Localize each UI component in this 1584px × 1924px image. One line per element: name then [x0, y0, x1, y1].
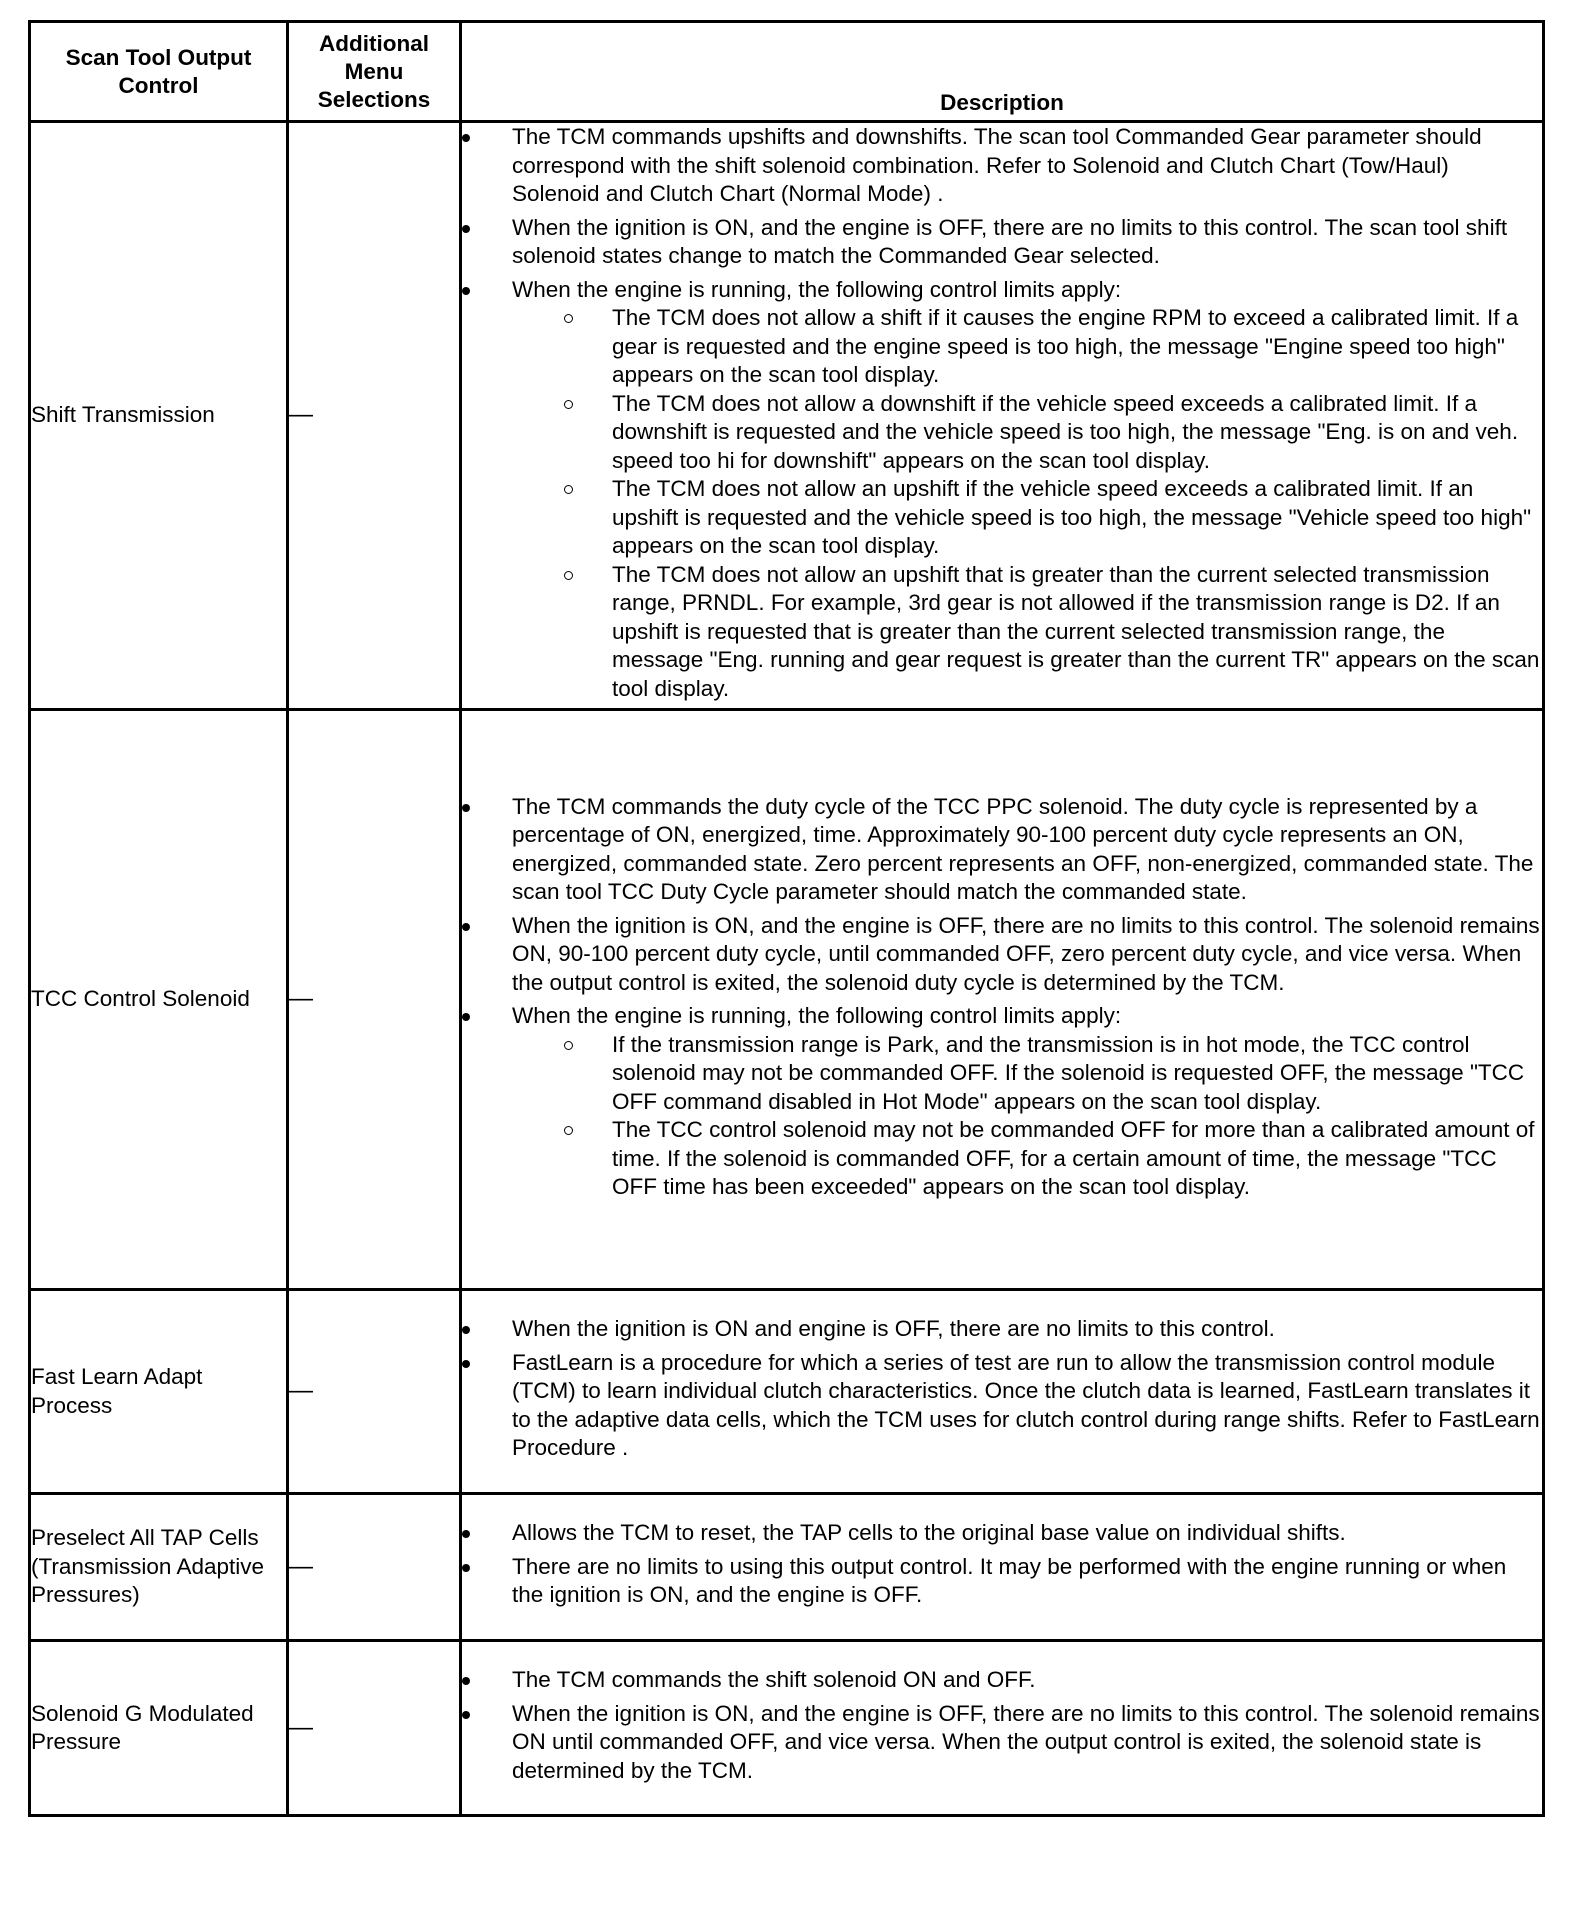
sub-bullet-circle-icon — [564, 400, 573, 409]
bullet-text: FastLearn is a procedure for which a series of test are run to allow the transmission control module (TCM) to learn individual clutch characteristics. Once the clutch data is learned, FastLearn translates it to the adaptive data cells, which the TCM uses for clutch control during range shifts. Refer to FastLearn Procedure . — [512, 1349, 1540, 1461]
description-bullet-list — [462, 1315, 1542, 1463]
bullet-dot-icon — [462, 923, 470, 931]
bullet-dot-icon — [462, 134, 470, 142]
bullet-dot-icon — [462, 1564, 470, 1572]
bullet-text: When the ignition is ON, and the engine is OFF, there are no limits to this control. The solenoid remains ON, 90-100 percent duty cycle, until commanded OFF, zero percent duty cycle, and vice versa. When the output control is exited, the solenoid duty cycle is determined by the TCM. — [512, 912, 1540, 995]
sub-bullet — [512, 304, 1542, 390]
description-cell — [461, 122, 1544, 710]
description-bullet — [462, 1666, 1542, 1695]
bullet-text: The TCM commands the duty cycle of the TCC PPC solenoid. The duty cycle is represented by a percentage of ON, energized, time. Approximately 90-100 percent duty cycle represents an ON, energized, commanded state. Zero percent represents an OFF, non-energized, commanded state. The scan tool TCC Duty Cycle parameter should match the commanded state. — [512, 793, 1534, 904]
sub-bullet-text: The TCM does not allow an upshift if the vehicle speed exceeds a calibrated limit. If an upshift is requested and the vehicle speed is too high, the message "Vehicle speed too high" appears on the scan tool display. — [612, 476, 1532, 558]
bullet-text: When the engine is running, the following control limits apply: — [512, 1003, 1122, 1028]
sub-bullet-list — [512, 1031, 1542, 1202]
description-cell — [461, 1494, 1544, 1641]
sub-bullet-circle-icon — [564, 1126, 573, 1135]
document-page — [28, 20, 1542, 1817]
description-bullet — [462, 1349, 1542, 1463]
description-bullet — [462, 1002, 1542, 1202]
output-control-table — [28, 20, 1545, 1817]
menu-selection-cell: — — [288, 122, 461, 710]
control-name-cell: Preselect All TAP Cells (Transmission Adaptive Pressures) — [30, 1494, 288, 1641]
description-bullet — [462, 1519, 1542, 1548]
sub-bullet — [512, 1031, 1542, 1117]
bullet-text: There are no limits to using this output control. It may be performed with the engine running or when the ignition is ON, and the engine is OFF. — [512, 1553, 1507, 1608]
description-bullet — [462, 1700, 1542, 1786]
bullet-text: The TCM commands the shift solenoid ON and OFF. — [512, 1667, 1036, 1692]
description-bullet-list — [462, 1666, 1542, 1785]
table-header-row — [30, 22, 1544, 122]
table-row — [30, 122, 1544, 710]
bullet-text: Allows the TCM to reset, the TAP cells to the original base value on individual shifts. — [512, 1520, 1346, 1546]
menu-selection-cell: — — [288, 710, 461, 1290]
sub-bullet — [512, 1116, 1542, 1202]
bullet-dot-icon — [462, 1326, 470, 1334]
sub-bullet-text: The TCM does not allow a downshift if the vehicle speed exceeds a calibrated limit. If a downshift is requested and the vehicle speed is too high, the message "Eng. is on and veh. speed too hi for downshift" appears on the scan tool display. — [612, 390, 1519, 473]
table-row — [30, 710, 1544, 1290]
sub-bullet-circle-icon — [564, 314, 573, 323]
bullet-dot-icon — [462, 1677, 470, 1685]
table-row — [30, 1641, 1544, 1816]
bullet-dot-icon — [462, 804, 470, 812]
sub-bullet-circle-icon — [564, 485, 573, 494]
description-bullet — [462, 793, 1542, 907]
menu-selection-cell: — — [288, 1494, 461, 1641]
sub-bullet — [512, 561, 1542, 704]
header-description: Description — [461, 22, 1544, 122]
description-bullet — [462, 1315, 1542, 1344]
description-bullet — [462, 123, 1542, 209]
description-bullet-list — [462, 793, 1542, 1202]
table-row — [30, 1290, 1544, 1494]
control-name-cell: TCC Control Solenoid — [30, 710, 288, 1290]
bullet-dot-icon — [462, 1360, 470, 1368]
sub-bullet-circle-icon — [564, 571, 573, 580]
sub-bullet — [512, 390, 1542, 476]
bullet-dot-icon — [462, 1711, 470, 1719]
description-bullet — [462, 912, 1542, 998]
description-cell — [461, 710, 1544, 1290]
bullet-text: The TCM commands upshifts and downshifts. The scan tool Commanded Gear parameter should correspond with the shift solenoid combination. Refer to Solenoid and Clutch Chart (Tow/Haul) Solenoid and Clutch Chart (Normal Mode) . — [512, 124, 1482, 206]
sub-bullet-text: The TCC control solenoid may not be commanded OFF for more than a calibrated amount of time. If the solenoid is commanded OFF, for a certain amount of time, the message "TCC OFF time has been exceeded" appears on the scan tool display. — [612, 1117, 1535, 1199]
bullet-dot-icon — [462, 225, 470, 233]
bullet-dot-icon — [462, 1530, 470, 1538]
bullet-text: When the ignition is ON, and the engine is OFF, there are no limits to this control. The scan tool shift solenoid states change to match the Commanded Gear selected. — [512, 214, 1508, 268]
header-control: Scan Tool Output Control — [30, 22, 288, 122]
bullet-text: When the engine is running, the following control limits apply: — [512, 276, 1122, 302]
description-bullet-list — [462, 123, 1542, 703]
description-bullet-list — [462, 1519, 1542, 1610]
menu-selection-cell: — — [288, 1641, 461, 1816]
description-bullet — [462, 276, 1542, 704]
description-bullet — [462, 214, 1542, 271]
description-cell — [461, 1290, 1544, 1494]
sub-bullet-text: The TCM does not allow an upshift that is greater than the current selected transmission range, PRNDL. For example, 3rd gear is not allowed if the transmission range is D2. If an upshift is requested that is greater than the current selected transmission range, the message "Eng. running and gear request is greater than the current TR" appears on the scan tool display. — [612, 561, 1540, 701]
sub-bullet-list — [512, 304, 1542, 703]
control-name-cell: Solenoid G Modulated Pressure — [30, 1641, 288, 1816]
sub-bullet-circle-icon — [564, 1041, 573, 1050]
table-body — [30, 122, 1544, 1816]
sub-bullet — [512, 475, 1542, 561]
bullet-text: When the ignition is ON, and the engine is OFF, there are no limits to this control. The solenoid remains ON until commanded OFF, and vice versa. When the output control is exited, the solenoid state is determined by the TCM. — [512, 1700, 1540, 1783]
description-bullet — [462, 1553, 1542, 1610]
bullet-dot-icon — [462, 1013, 470, 1021]
table-row — [30, 1494, 1544, 1641]
sub-bullet-text: If the transmission range is Park, and the transmission is in hot mode, the TCC control solenoid may not be commanded OFF. If the solenoid is requested OFF, the message "TCC OFF command disabled in Hot Mode" appears on the scan tool display. — [612, 1031, 1525, 1114]
control-name-cell: Shift Transmission — [30, 122, 288, 710]
menu-selection-cell: — — [288, 1290, 461, 1494]
bullet-text: When the ignition is ON and engine is OFF, there are no limits to this control. — [512, 1316, 1275, 1342]
control-name-cell: Fast Learn Adapt Process — [30, 1290, 288, 1494]
bullet-dot-icon — [462, 287, 470, 295]
header-menu: Additional Menu Selections — [288, 22, 461, 122]
sub-bullet-text: The TCM does not allow a shift if it causes the engine RPM to exceed a calibrated limit. If a gear is requested and the engine speed is too high, the message "Engine speed too high" appears on the scan tool display. — [612, 305, 1519, 387]
description-cell — [461, 1641, 1544, 1816]
